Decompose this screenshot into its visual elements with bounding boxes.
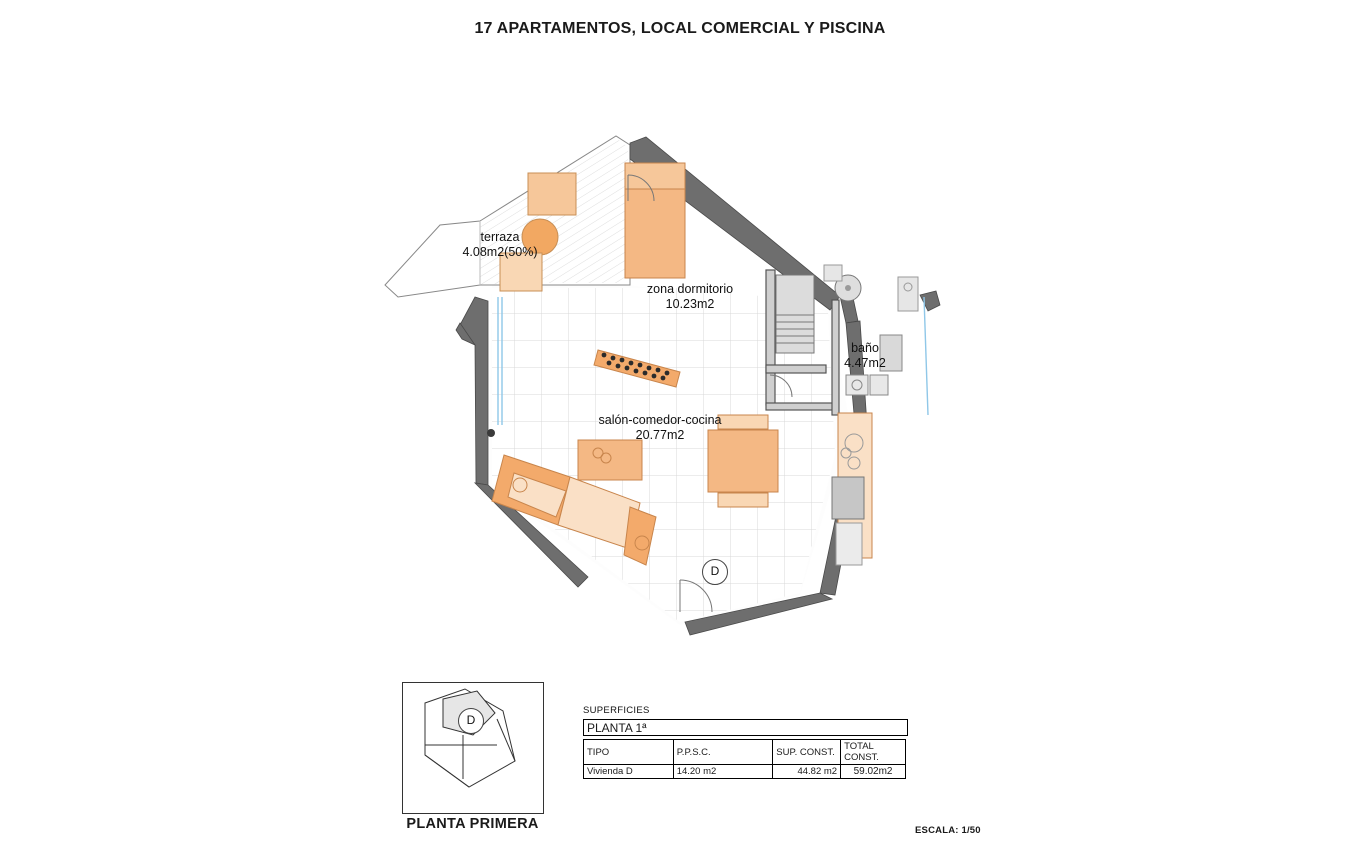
- pillar-marker: [487, 429, 495, 437]
- room-label-zona-dormitorio: [610, 282, 770, 312]
- col-total-const: TOTAL CONST.: [841, 740, 906, 765]
- surfaces-panel: [583, 705, 908, 779]
- table-header-row: [584, 740, 906, 765]
- cell-total-const: 59.02m2: [841, 765, 906, 779]
- key-plan-box: [402, 682, 544, 814]
- col-ppsc: P.P.S.C.: [673, 740, 773, 765]
- room-name-terraza: terraza: [480, 230, 520, 244]
- cell-tipo: Vivienda D: [584, 765, 674, 779]
- col-sup-const: SUP. CONST.: [773, 740, 841, 765]
- table-row: [584, 765, 906, 779]
- room-label-terraza: [440, 230, 560, 260]
- key-plan-svg: [403, 683, 543, 813]
- floor-plan-svg: [380, 125, 980, 655]
- room-label-bano: [820, 341, 910, 371]
- room-name-salon-comedor-cocina: salón-comedor-cocina: [598, 413, 722, 427]
- cell-ppsc: 14.20 m2: [673, 765, 773, 779]
- key-plan-caption: PLANTA PRIMERA: [406, 816, 539, 832]
- surfaces-heading: SUPERFICIES: [583, 705, 650, 716]
- page-title: 17 APARTAMENTOS, LOCAL COMERCIAL Y PISCINA: [474, 20, 886, 37]
- room-area-terraza: 4.08m2(50%): [462, 245, 538, 259]
- surfaces-floor-label: PLANTA 1ª: [583, 719, 908, 736]
- key-plan-letter-marker: D: [458, 708, 484, 734]
- apartment-letter-marker: D: [702, 559, 728, 585]
- room-area-zona-dormitorio: 10.23m2: [665, 297, 715, 311]
- room-area-bano: 4.47m2: [844, 356, 886, 370]
- room-area-salon-comedor-cocina: 20.77m2: [635, 428, 685, 442]
- floor-plan-drawing: [380, 125, 980, 655]
- room-label-salon-comedor-cocina: [570, 413, 750, 443]
- surfaces-table: [583, 739, 906, 779]
- col-tipo: TIPO: [584, 740, 674, 765]
- cell-sup-const: 44.82 m2: [773, 765, 841, 779]
- room-name-zona-dormitorio: zona dormitorio: [646, 282, 734, 296]
- room-name-bano: baño: [851, 341, 879, 355]
- scale-label: ESCALA: 1/50: [915, 825, 981, 836]
